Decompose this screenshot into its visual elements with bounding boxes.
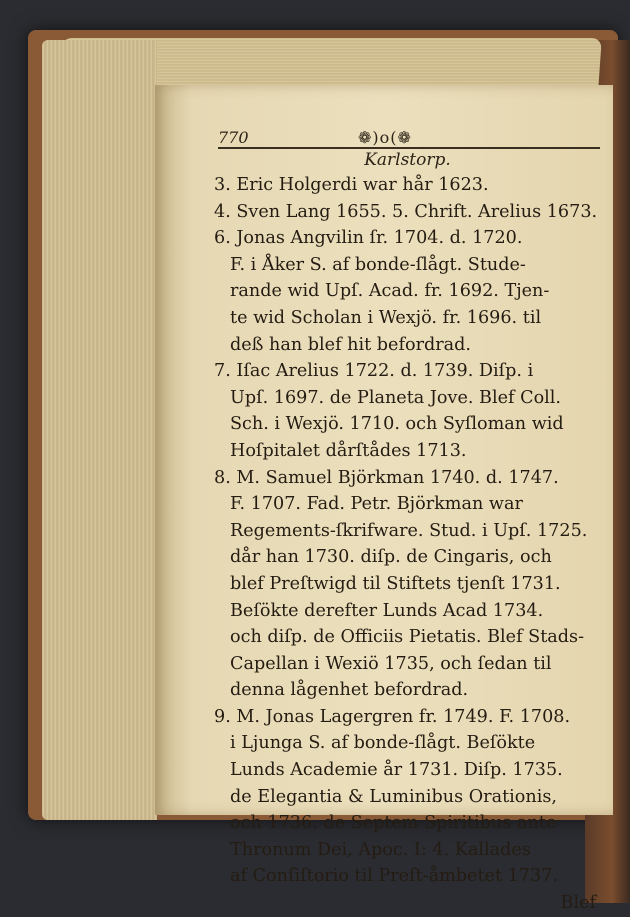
- page-number: 770: [218, 128, 249, 147]
- text-line: 8. M. Samuel Björkman 1740. d. 1747.: [214, 467, 559, 488]
- text-line: 4. Sven Lang 1655. 5. Chrift. Arelius 1673.: [214, 201, 598, 222]
- text-line: rande wid Upſ. Acad. fr. 1692. Tjen-: [230, 281, 550, 302]
- page-text: [214, 172, 606, 917]
- text-line: de Elegantia & Luminibus Orationis,: [230, 786, 557, 807]
- text-line: och diſp. de Officiis Pietatis. Blef Stads-: [230, 627, 585, 648]
- text-line: dår han 1730. diſp. de Cingaris, och: [230, 547, 552, 568]
- text-line: Hoſpitalet dårſtådes 1713.: [230, 440, 467, 461]
- text-line: Sch. i Wexjö. 1710. och Syſloman wid: [230, 414, 564, 435]
- text-line: Upſ. 1697. de Planeta Jove. Blef Coll.: [230, 387, 562, 408]
- text-line: deß han blef hit befordrad.: [230, 334, 471, 355]
- text-line: 9. M. Jonas Lagergren fr. 1749. F. 1708.: [214, 706, 571, 727]
- text-line: te wid Scholan i Wexjö. fr. 1696. til: [230, 307, 542, 328]
- catchword: Blef: [560, 893, 596, 914]
- text-line: af Conſiſtorio til Preſt-åmbetet 1737.: [230, 866, 558, 887]
- page-block-edges: [42, 40, 157, 820]
- text-line: och 1736. de Septem Spiritibus ante: [230, 813, 557, 834]
- text-line: i Ljunga S. af bonde-ſlågt. Beſökte: [230, 733, 536, 754]
- text-line: blef Preſtwigd til Stiftets tjenſt 1731.: [230, 573, 561, 594]
- text-line: 6. Jonas Angvilin ſr. 1704. d. 1720.: [214, 228, 523, 249]
- text-line: 3. Eric Holgerdi war hår 1623.: [214, 175, 489, 195]
- text-line: Beſökte derefter Lunds Acad 1734.: [230, 600, 544, 621]
- text-line: Thronum Dei, Apoc. I: 4. Kallades: [230, 839, 531, 860]
- text-line: F. 1707. Fad. Petr. Björkman war: [230, 494, 523, 515]
- text-line: F. i Åker S. af bonde-ſlågt. Stude-: [230, 254, 526, 275]
- text-line: Lunds Academie år 1731. Diſp. 1735.: [230, 760, 563, 781]
- text-line: Regements-ſkrifware. Stud. i Upſ. 1725.: [230, 520, 588, 541]
- text-line: Capellan i Wexiö 1735, och ſedan til: [230, 653, 552, 674]
- text-line: 7. Iſac Arelius 1722. d. 1739. Diſp. i: [214, 361, 534, 382]
- place-heading: Karlstorp.: [364, 150, 451, 170]
- page-header: [218, 128, 600, 148]
- header-ornament: ❁)o(❁: [358, 128, 412, 147]
- header-rule: [218, 147, 600, 149]
- text-line: denna lågenhet befordrad.: [230, 680, 469, 701]
